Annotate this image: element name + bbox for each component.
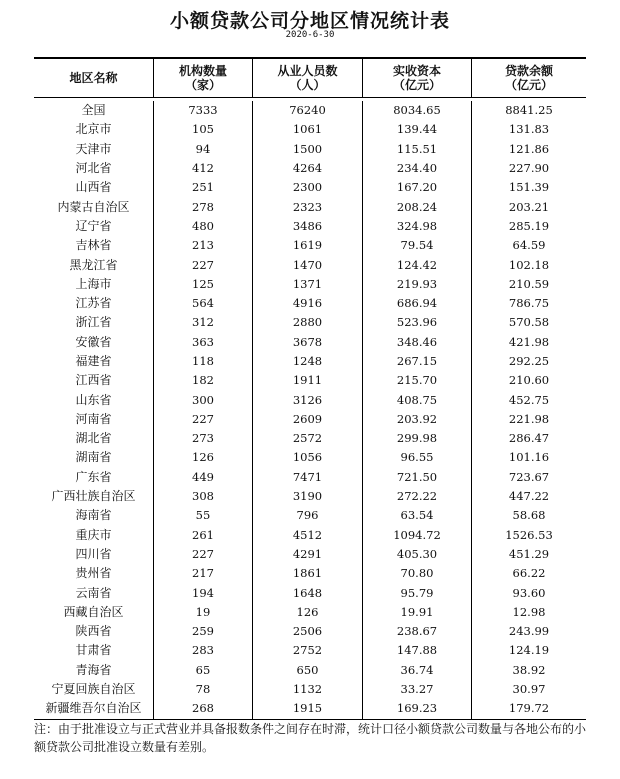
header-unit: （亿元） [504, 78, 553, 92]
region-cell: 全国 [34, 101, 154, 120]
loan-balance-cell: 447.22 [508, 489, 550, 504]
institutions-cell: 564 [154, 294, 253, 313]
capital-cell: 167.20 [363, 178, 472, 197]
header-paid-in-capital [363, 59, 472, 97]
employees-cell: 1056 [253, 448, 363, 467]
region-cell: 广西壮族自治区 [34, 487, 154, 506]
region-cell: 山西省 [34, 178, 154, 197]
loan-balance-cell: 101.16 [508, 450, 550, 465]
loan-balance-cell: 210.60 [508, 373, 550, 388]
loan-balance-cell: 292.25 [508, 354, 550, 368]
capital-cell: 324.98 [363, 217, 472, 236]
institutions-cell: 363 [154, 333, 253, 352]
region-cell: 江苏省 [34, 294, 154, 313]
region-cell: 新疆维吾尔自治区 [34, 699, 154, 718]
loan-balance-cell: 8841.25 [505, 103, 553, 118]
institutions-cell: 19 [154, 603, 253, 622]
loan-balance-cell: 64.59 [512, 238, 546, 253]
table-row [34, 197, 586, 216]
region-cell: 海南省 [34, 506, 154, 525]
loan-balance-cell: 421.98 [508, 334, 550, 349]
header-loan-balance [472, 59, 586, 97]
table-row [34, 390, 586, 409]
institutions-cell: 261 [154, 526, 253, 545]
region-cell: 湖南省 [34, 448, 154, 467]
institutions-cell: 94 [154, 140, 253, 159]
employees-cell: 4512 [253, 526, 363, 545]
region-cell: 吉林省 [34, 236, 154, 255]
loan-balance-cell: 179.72 [508, 701, 550, 716]
loan-balance-cell: 66.22 [512, 566, 546, 581]
capital-cell: 219.93 [363, 275, 472, 294]
employees-cell: 1861 [253, 564, 363, 583]
institutions-cell: 449 [154, 468, 253, 487]
header-label: 实收资本 [392, 64, 441, 78]
capital-cell: 238.67 [363, 622, 472, 641]
capital-cell: 147.88 [363, 641, 472, 660]
region-cell: 内蒙古自治区 [34, 197, 154, 216]
header-region [34, 59, 154, 97]
capital-cell: 1094.72 [363, 526, 472, 545]
region-cell: 山东省 [34, 390, 154, 409]
loan-balance-cell: 451.29 [508, 546, 550, 561]
region-cell: 黑龙江省 [34, 255, 154, 274]
institutions-cell: 7333 [154, 101, 253, 120]
employees-cell: 1648 [253, 583, 363, 602]
capital-cell: 267.15 [363, 352, 472, 371]
table-row [34, 236, 586, 255]
employees-cell: 126 [253, 603, 363, 622]
table-row [34, 526, 586, 545]
header-label: 从业人员数 [277, 64, 338, 78]
table-row [34, 622, 586, 641]
region-cell: 天津市 [34, 140, 154, 159]
capital-cell: 70.80 [363, 564, 472, 583]
table-row [34, 178, 586, 197]
employees-cell: 796 [253, 506, 363, 525]
capital-cell: 33.27 [363, 680, 472, 699]
region-cell: 河北省 [34, 159, 154, 178]
capital-cell: 139.44 [363, 120, 472, 139]
header-label: 机构数量 [178, 64, 227, 78]
employees-cell: 76240 [253, 101, 363, 120]
capital-cell: 36.74 [363, 661, 472, 680]
table-row [34, 487, 586, 506]
header-employees [253, 59, 363, 97]
header-institutions [154, 59, 253, 97]
stats-table [34, 57, 586, 720]
employees-cell: 1132 [253, 680, 363, 699]
loan-balance-cell: 151.39 [508, 180, 550, 195]
institutions-cell: 251 [154, 178, 253, 197]
employees-cell: 1915 [253, 699, 363, 718]
table-row [34, 583, 586, 602]
region-cell: 广东省 [34, 468, 154, 487]
institutions-cell: 105 [154, 120, 253, 139]
loan-balance-cell: 38.92 [512, 662, 546, 677]
institutions-cell: 213 [154, 236, 253, 255]
employees-cell: 1619 [253, 236, 363, 255]
capital-cell: 203.92 [363, 410, 472, 429]
capital-cell: 63.54 [363, 506, 472, 525]
employees-cell: 3190 [253, 487, 363, 506]
table-row [34, 468, 586, 487]
region-cell: 江西省 [34, 371, 154, 390]
institutions-cell: 283 [154, 641, 253, 660]
region-cell: 甘肃省 [34, 641, 154, 660]
table-row [34, 680, 586, 699]
table-row [34, 371, 586, 390]
loan-balance-cell: 102.18 [508, 257, 550, 272]
region-cell: 四川省 [34, 545, 154, 564]
loan-balance-cell: 1526.53 [505, 527, 553, 542]
institutions-cell: 300 [154, 390, 253, 409]
institutions-cell: 125 [154, 275, 253, 294]
table-row [34, 255, 586, 274]
report-date: 2020-6-30 [285, 30, 335, 40]
capital-cell: 96.55 [363, 448, 472, 467]
table-row [34, 352, 586, 371]
table-row [34, 101, 586, 120]
region-cell: 辽宁省 [34, 217, 154, 236]
capital-cell: 348.46 [363, 333, 472, 352]
institutions-cell: 126 [154, 448, 253, 467]
table-row [34, 641, 586, 660]
institutions-cell: 118 [154, 352, 253, 371]
loan-balance-cell: 58.68 [512, 508, 546, 523]
employees-cell: 2572 [253, 429, 363, 448]
institutions-cell: 308 [154, 487, 253, 506]
region-cell: 贵州省 [34, 564, 154, 583]
employees-cell: 2609 [253, 410, 363, 429]
region-cell: 浙江省 [34, 313, 154, 332]
region-cell: 青海省 [34, 661, 154, 680]
table-row [34, 140, 586, 159]
employees-cell: 2752 [253, 641, 363, 660]
institutions-cell: 217 [154, 564, 253, 583]
capital-cell: 169.23 [363, 699, 472, 718]
capital-cell: 124.42 [363, 255, 472, 274]
institutions-cell: 182 [154, 371, 253, 390]
institutions-cell: 78 [154, 680, 253, 699]
employees-cell: 3486 [253, 217, 363, 236]
capital-cell: 215.70 [363, 371, 472, 390]
loan-balance-cell: 243.99 [508, 624, 550, 639]
capital-cell: 95.79 [363, 583, 472, 602]
capital-cell: 523.96 [363, 313, 472, 332]
table-row [34, 294, 586, 313]
region-cell: 重庆市 [34, 526, 154, 545]
institutions-cell: 65 [154, 661, 253, 680]
footnote: 注：由于批准设立与正式营业并具备报数条件之间存在时滞，统计口径小额贷款公司数量与各地公布的小额贷款公司批准设立数量有差别。 [34, 722, 587, 754]
loan-balance-cell: 93.60 [512, 585, 546, 600]
table-row [34, 506, 586, 525]
institutions-cell: 480 [154, 217, 253, 236]
employees-cell: 1911 [253, 371, 363, 390]
capital-cell: 272.22 [363, 487, 472, 506]
institutions-cell: 227 [154, 410, 253, 429]
institutions-cell: 259 [154, 622, 253, 641]
table-header [34, 57, 586, 98]
table-row [34, 699, 586, 718]
capital-cell: 208.24 [363, 197, 472, 216]
employees-cell: 1470 [253, 255, 363, 274]
employees-cell: 3126 [253, 390, 363, 409]
loan-balance-cell: 570.58 [508, 315, 550, 330]
loan-balance-cell: 452.75 [508, 392, 550, 407]
capital-cell: 79.54 [363, 236, 472, 255]
institutions-cell: 412 [154, 159, 253, 178]
loan-balance-cell: 124.19 [508, 643, 550, 658]
employees-cell: 2323 [253, 197, 363, 216]
employees-cell: 2300 [253, 178, 363, 197]
loan-balance-cell: 203.21 [508, 199, 550, 214]
table-row [34, 313, 586, 332]
loan-balance-cell: 121.86 [508, 141, 550, 156]
employees-cell: 1500 [253, 140, 363, 159]
capital-cell: 299.98 [363, 429, 472, 448]
employees-cell: 4916 [253, 294, 363, 313]
region-cell: 西藏自治区 [34, 603, 154, 622]
header-unit: （亿元） [392, 78, 441, 92]
region-cell: 河南省 [34, 410, 154, 429]
institutions-cell: 227 [154, 255, 253, 274]
loan-balance-cell: 210.59 [508, 276, 550, 291]
capital-cell: 686.94 [363, 294, 472, 313]
region-cell: 安徽省 [34, 333, 154, 352]
institutions-cell: 227 [154, 545, 253, 564]
region-cell: 湖北省 [34, 429, 154, 448]
table-row [34, 603, 586, 622]
loan-balance-cell: 723.67 [508, 469, 550, 484]
loan-balance-cell: 131.83 [508, 122, 550, 137]
loan-balance-cell: 227.90 [508, 161, 550, 176]
capital-cell: 115.51 [363, 140, 472, 159]
header-label: 地区名称 [69, 71, 118, 85]
region-cell: 北京市 [34, 120, 154, 139]
capital-cell: 8034.65 [363, 101, 472, 120]
institutions-cell: 312 [154, 313, 253, 332]
loan-balance-cell: 286.47 [508, 431, 550, 446]
employees-cell: 2506 [253, 622, 363, 641]
employees-cell: 3678 [253, 333, 363, 352]
employees-cell: 4291 [253, 545, 363, 564]
table-row [34, 159, 586, 178]
loan-balance-cell: 221.98 [508, 411, 550, 426]
institutions-cell: 55 [154, 506, 253, 525]
header-label: 贷款余额 [504, 64, 553, 78]
employees-cell: 7471 [253, 468, 363, 487]
region-cell: 上海市 [34, 275, 154, 294]
table-row [34, 661, 586, 680]
institutions-cell: 278 [154, 197, 253, 216]
institutions-cell: 273 [154, 429, 253, 448]
table-row [34, 410, 586, 429]
employees-cell: 1371 [253, 275, 363, 294]
loan-balance-cell: 786.75 [508, 296, 550, 311]
loan-balance-cell: 285.19 [508, 218, 550, 233]
table-row [34, 120, 586, 139]
institutions-cell: 268 [154, 699, 253, 718]
capital-cell: 234.40 [363, 159, 472, 178]
employees-cell: 650 [253, 661, 363, 680]
table-row [34, 545, 586, 564]
capital-cell: 408.75 [363, 390, 472, 409]
table-row [34, 275, 586, 294]
region-cell: 陕西省 [34, 622, 154, 641]
region-cell: 福建省 [34, 352, 154, 371]
table-body [34, 98, 586, 720]
loan-balance-cell: 30.97 [512, 682, 546, 697]
capital-cell: 19.91 [363, 603, 472, 622]
loan-balance-cell: 12.98 [512, 604, 546, 619]
table-row [34, 564, 586, 583]
employees-cell: 1061 [253, 120, 363, 139]
table-row [34, 333, 586, 352]
region-cell: 云南省 [34, 583, 154, 602]
region-cell: 宁夏回族自治区 [34, 680, 154, 699]
employees-cell: 1248 [253, 352, 363, 371]
header-unit: （人） [289, 78, 326, 92]
page-title: 小额贷款公司分地区情况统计表 [169, 10, 450, 32]
table-row [34, 448, 586, 467]
table-row [34, 429, 586, 448]
employees-cell: 2880 [253, 313, 363, 332]
table-row [34, 217, 586, 236]
header-unit: （家） [184, 78, 221, 92]
institutions-cell: 194 [154, 583, 253, 602]
employees-cell: 4264 [253, 159, 363, 178]
capital-cell: 405.30 [363, 545, 472, 564]
capital-cell: 721.50 [363, 468, 472, 487]
